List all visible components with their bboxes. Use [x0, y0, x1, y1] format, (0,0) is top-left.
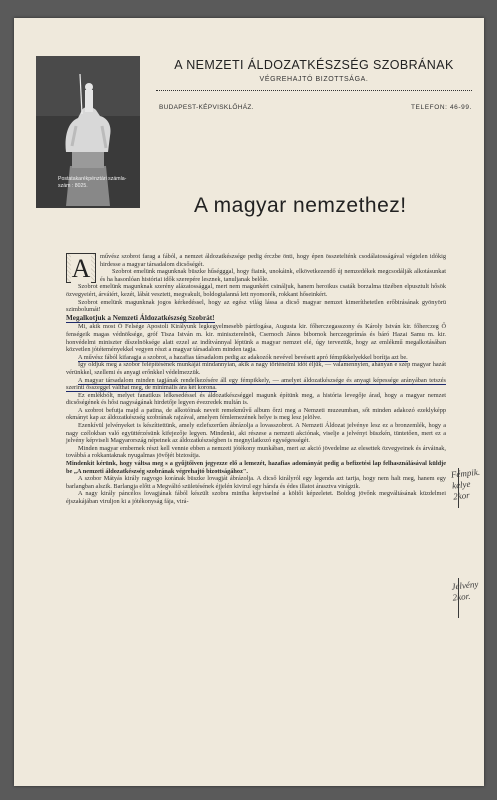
paragraph-3: Szobrot emelünk magunknak szerény alázatossággal, mert nem magunkért csináljuk, hanem heroikus csaták borzalma tüzében elpusztult hősök özvegyeiért, árváiért, kezét, lábát vesztett, megvakult, boldogtalanná lett nyomorék, rokkant hőseinkért. — [66, 283, 446, 298]
letter-body — [66, 253, 446, 506]
page-title: A magyar nemzethez! — [194, 194, 407, 217]
drop-cap: A — [66, 253, 96, 283]
handwritten-note-2: Jelvény 2kor. — [450, 578, 479, 603]
dotted-divider — [156, 90, 472, 91]
address: BUDAPEST-KÉPVISKLŐHÁZ. — [159, 104, 254, 111]
paragraph-1: A művész szobrot farag a fából, a nemzet áldozatkészsége pedig érczbe önti, hogy épen összetelténk csodálatosságával végtelen idókig hirdesse a magyar társadalom dicsőségét. — [66, 253, 446, 268]
paragraph-10: A szobrot befutja majd a patina, de alkotóinak neveit remekművű album őrzi meg a Nemzeti muzeumban, sőt minden adakozó ezeklyképp okmányt kap az áldozatkészség szobrának rajzával, amelyen fémlemezének helye is meg lesz jelölve. — [66, 406, 446, 422]
paragraph-9: Ez emlékbólt, melyet fanatikus lelkesedéssel és áldozatkészséggel magunk építünk meg, a história levegője árad, hogy a magyar nemzet dicsőségének és hősi nagyságának hirdetője legyen évezredek multán is. — [66, 391, 446, 407]
organization-name: A NEMZETI ÁLDOZATKÉSZSÉG SZOBRÁNAK — [174, 58, 454, 72]
paragraph-6: A művész fából kifaragja a szobrot, a hazafias társadalom pedig az adakozók nevével bevésett apró fémpikkelyekkel borítja azt be. — [78, 353, 408, 361]
paragraph-5: Mi, akik most Ő Felsége Apostoli Királyunk legkegyelmesebb pártfogása, Augusta kir. főherczegasszony és Károly István kir. főherczeg Ő fenségeik magas védnöksége, gróf Tisza István m. kir. miniszterelnök, Csernoch János bibornok herczegprímás és báró Hazai Samu m. kir. honvédelmi miniszter díszelnöksége alatt ezzel az indítvánnyal léptünk a magyar nemzet elé, úgy terveztük, hogy az emlékmű megalkotásában közvetlen jótéteményekkel vegyen részt a magyar társadalom minden tagja. — [66, 323, 446, 354]
paragraph-7: Igy oldjuk meg a szobor felépítésének munkáját mindannyian, akik a nagy történelmi időt éljük, — valamennyien, ahányan e szép magyar hazát vérünkkel, szellemi és anyagi erőnkkel védelmezzük. — [66, 361, 446, 376]
handwritten-note-1: Fémpik. kelye 2kor — [450, 466, 481, 502]
call-to-action-1: Megalkotjuk a Nemzeti Áldozatkészség Szobrát! — [66, 313, 215, 322]
letter-sheet — [14, 18, 484, 786]
paragraph-11: Ezenkívül jelvényeket is készíttettünk, amely ezlefszerűen ábrázolja a lovasszobrot. A Nemzeti Áldozat jelvénye lesz ez a bronzemlék, hogy a nagy czélokban való együttérzésünk kifejezője legyen. Mindenki, aki részese a nemzeti akciónak, viselje a jelvényt büszkén, tüntetően, mert ez a jelvény képviseli Magyarország népeinek az áldozatkészségben is megnyilatkozó egységességét. — [66, 422, 446, 445]
paragraph-4: Szobrot emelünk magunknak jogos kérkedéssel, hogy az egész világ lássa a dicső magyar nemzet kimeríthetetlen erőbirásának gyönyörü szimbolumát! — [66, 298, 446, 314]
committee-name: VÉGREHAJTÓ BIZOTTSÁGA. — [259, 76, 369, 83]
paragraph-12: Minden magyar embernek részt kell vennie ebben a nemzeti jótékony munkában, mert az akció jövedelme az elesettek özvegyeinek és árváinak, továbbá a rokkantaknak nyugalmas jövőjét biztosítja. — [66, 444, 446, 460]
call-to-action-2: Mindenkit kérünk, hogy váltsa meg s a gyűjtőiven jegyezze elő a lemezét, hazafias adományát pedig a befizetési lap felhasználásával küldje be „A nemzeti áldozatkészség szobrának végrehajtó bizottságához". — [66, 460, 446, 475]
paragraph-8: A magyar társadalom minden tagjának rendelkezésére áll egy fémpikkely, — amelyet áldozatkészsége és anyagi képessége arányában tetszés szerinti összeggel válthat meg, de minimális ára két korona. — [66, 376, 446, 392]
postal-account-caption: Postatakarékpénztári számla-szám : 8025. — [58, 176, 127, 189]
paragraph-14: A nagy király páncélos lovagjának fából készült szobra mintha képviselné a költői képzeletet. Boldog jövőnk megváltásának küzdelmei éjszakájában viruljon ki a jótékonyság fája, virá- — [66, 490, 446, 505]
paragraph-2: Szobrot emelünk magunknak büszke hűségggal, hogy fiaink, unokáink, elkövetkezendő új nemzedékek megcsodálják alkotásunkat és ha hasonlóan históriai idők szerepére lesznek, tanuljanak belőle. — [100, 268, 446, 283]
phone-number: TELEFON: 46-99. — [410, 104, 472, 111]
paragraph-13: A szobor Mátyás király ragyogo korának büszke lovagját ábrázolja. A dicső királyról egy legenda azt tartja, hogy nem halt meg, hanem egy barlangban alszik. Barlangja előtt a Megváltó születésének éjjelén kivirul egy hársfa és édes illatot árasztva virágzik. — [66, 475, 446, 490]
